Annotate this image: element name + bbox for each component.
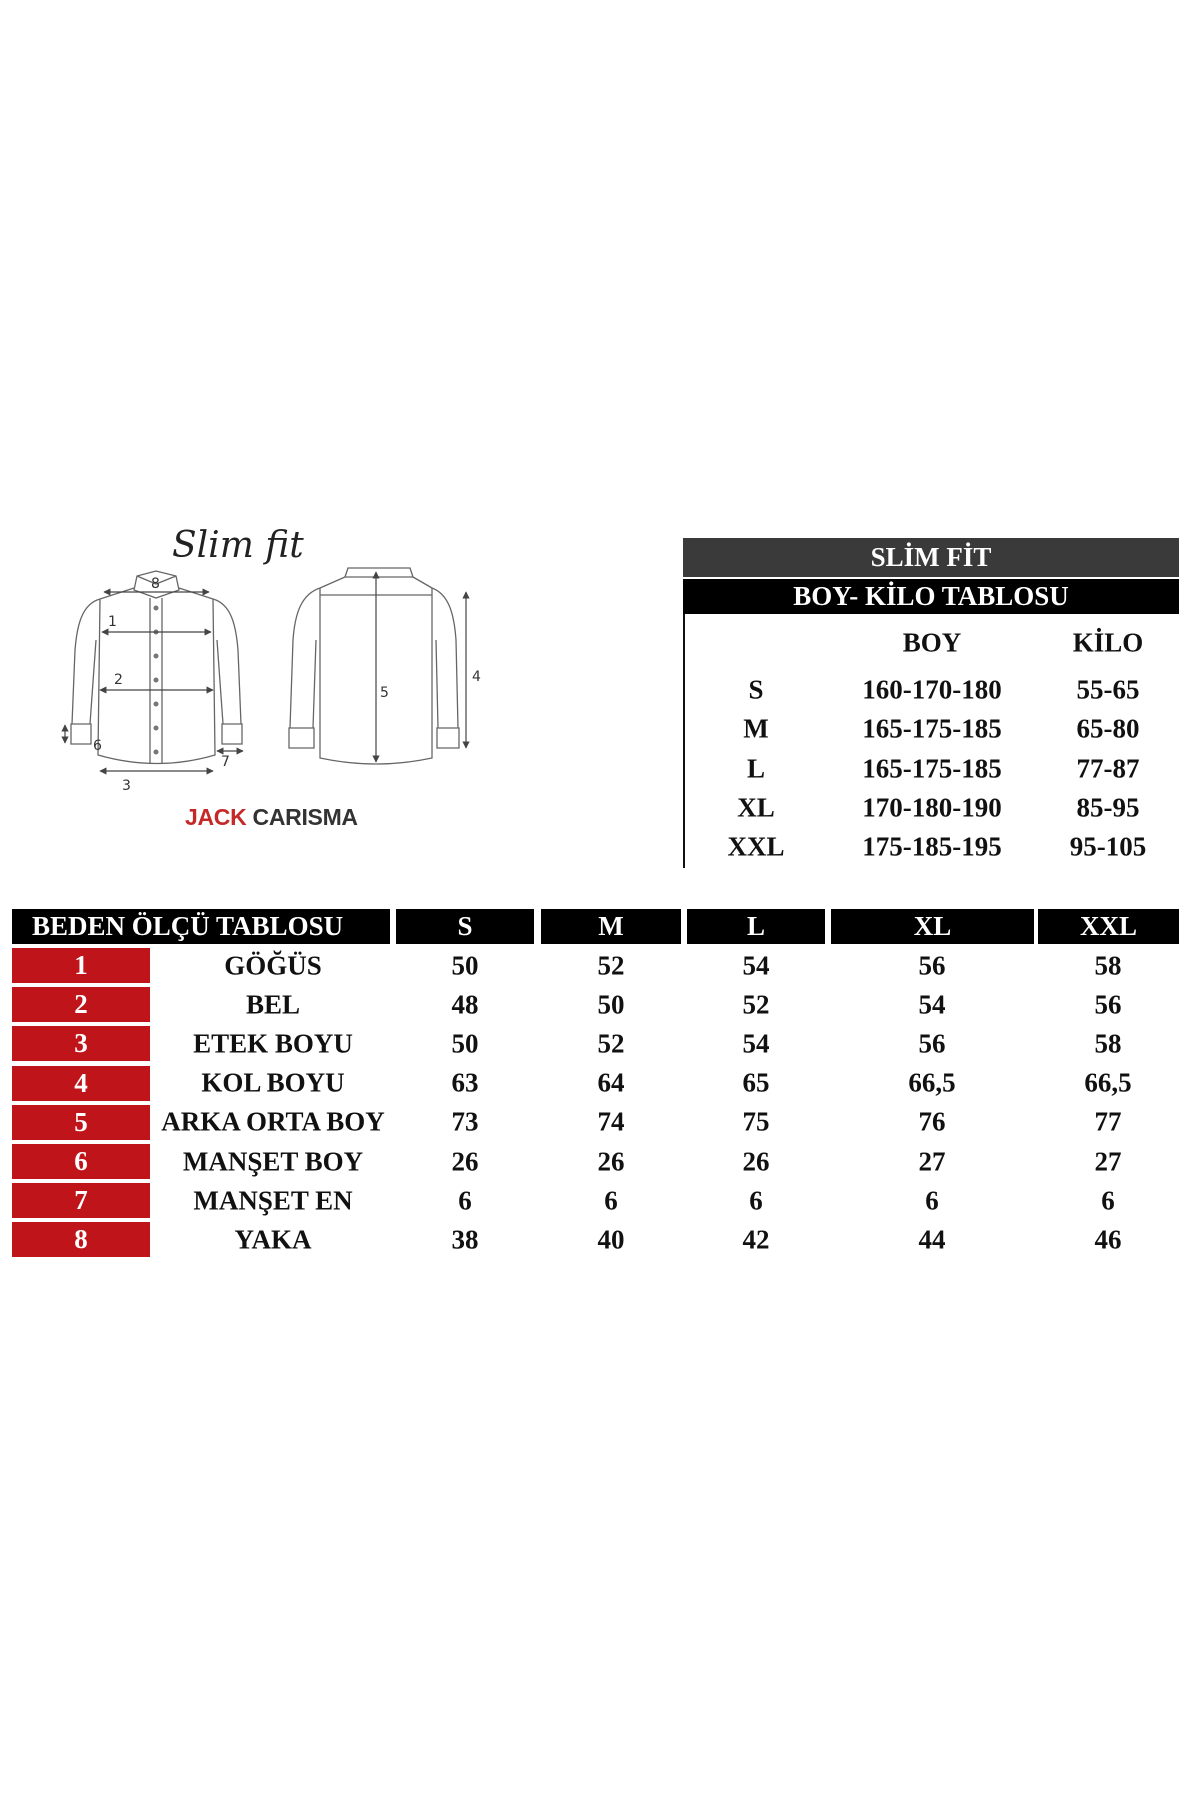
hw-kilo-cell: 65-80: [1076, 713, 1140, 744]
row-number-badge: 8: [12, 1222, 150, 1257]
brand-name-part1: JACK: [185, 804, 247, 830]
measurement-value: 65: [742, 1067, 770, 1098]
back-left-cuff: [289, 728, 314, 748]
back-left-sleeve: [290, 588, 320, 728]
measurement-value: 26: [451, 1146, 479, 1176]
shirt-back: [289, 568, 459, 764]
measurement-value: 66,5: [1084, 1067, 1132, 1098]
front-left-cuff: [71, 724, 91, 744]
hw-kilo-cell: 95-105: [1069, 831, 1147, 862]
measurement-name: BEL: [245, 989, 301, 1020]
hw-size-cell: XL: [737, 792, 775, 823]
measurement-value: 54: [742, 950, 770, 980]
front-right-cuff: [222, 724, 242, 744]
measurement-value: 6: [604, 1185, 618, 1216]
brand-logo: [185, 806, 358, 829]
measurement-value: 52: [742, 989, 770, 1020]
measurement-value: 77: [1094, 1106, 1122, 1137]
measurement-value: 50: [451, 1028, 479, 1059]
measurement-value: 56: [918, 1028, 946, 1059]
hw-size-cell: M: [743, 713, 769, 744]
row-number-badge: 2: [12, 987, 150, 1022]
back-right-sleeve: [432, 588, 458, 728]
row-number-badge: 7: [12, 1183, 150, 1218]
measurement-label-2: 2: [114, 672, 123, 688]
measurement-value: 74: [597, 1106, 625, 1137]
hw-kilo-cell: 55-65: [1076, 674, 1140, 705]
hw-subtitle-bar: [683, 579, 1179, 614]
back-right-cuff: [437, 728, 459, 748]
hw-size-cell: S: [748, 674, 764, 705]
measurement-value: 27: [1094, 1146, 1122, 1176]
row-number-badge: 3: [12, 1026, 150, 1061]
measurement-label-3: 3: [122, 778, 131, 794]
measurement-value: 40: [597, 1224, 625, 1255]
measurement-label-5: 5: [380, 685, 389, 701]
measurement-label-7: 7: [221, 754, 230, 770]
hw-left-border: [683, 614, 685, 868]
row-number-badge: 4: [12, 1066, 150, 1101]
measurement-value: 48: [451, 989, 479, 1020]
size-header-xxl: XXL: [1038, 909, 1179, 944]
size-header-l: L: [687, 909, 825, 944]
measurement-value: 56: [918, 950, 946, 980]
measurement-value: 75: [742, 1106, 770, 1137]
hw-column-boy: BOY: [902, 627, 962, 658]
measurement-name: KOL BOYU: [201, 1067, 345, 1098]
front-buttons: [154, 606, 159, 755]
measurement-name: ETEK BOYU: [193, 1028, 353, 1059]
measurement-value: 64: [597, 1067, 625, 1098]
size-header-s: S: [396, 909, 534, 944]
measurement-value: 52: [597, 950, 625, 980]
measurement-value: 6: [925, 1185, 939, 1216]
row-number-badge: 6: [12, 1144, 150, 1179]
measurement-value: 58: [1094, 1028, 1122, 1059]
hw-title-bar: [683, 538, 1179, 577]
measurement-value: 66,5: [908, 1067, 956, 1098]
hw-boy-cell: 165-175-185: [862, 753, 1002, 783]
brand-name-part2: CARISMA: [252, 804, 358, 830]
measurement-value: 38: [451, 1224, 479, 1255]
row-number-badge: 1: [12, 948, 150, 983]
diagram-title: Slim fit: [172, 525, 304, 566]
hw-kilo-cell: 85-95: [1076, 792, 1140, 823]
measurement-value: 46: [1094, 1224, 1122, 1255]
measurement-value: 6: [458, 1185, 472, 1216]
measurement-value: 6: [1101, 1185, 1115, 1216]
front-right-sleeve: [213, 599, 241, 724]
measurement-label-4: 4: [472, 669, 481, 685]
hw-boy-cell: 175-185-195: [862, 831, 1002, 862]
measurement-name: ARKA ORTA BOY: [161, 1106, 385, 1137]
size-chart-title: BEDEN ÖLÇÜ TABLOSU: [32, 911, 344, 941]
row-number-badge: 5: [12, 1105, 150, 1140]
measurement-name: MANŞET EN: [193, 1185, 353, 1216]
hw-boy-cell: 170-180-190: [862, 792, 1002, 823]
measurement-value: 54: [918, 989, 946, 1020]
hw-boy-cell: 160-170-180: [862, 674, 1002, 705]
hw-size-cell: XXL: [727, 831, 785, 862]
hw-boy-cell: 165-175-185: [862, 713, 1002, 744]
hw-size-cell: L: [746, 753, 766, 783]
hw-kilo-cell: 77-87: [1076, 753, 1140, 783]
measurement-value: 54: [742, 1028, 770, 1059]
measurement-value: 44: [918, 1224, 946, 1255]
measurement-label-8: 8: [151, 576, 160, 592]
measurement-value: 50: [451, 950, 479, 980]
hw-title: SLİM FİT: [870, 542, 992, 572]
measurement-name: YAKA: [234, 1224, 312, 1255]
measurement-value: 73: [451, 1106, 479, 1137]
back-measurements: [376, 572, 466, 762]
measurement-value: 26: [742, 1146, 770, 1176]
size-chart-title-cell: [12, 909, 390, 944]
measurement-value: 6: [749, 1185, 763, 1216]
measurement-value: 63: [451, 1067, 479, 1098]
measurement-value: 27: [918, 1146, 946, 1176]
size-header-m: M: [541, 909, 681, 944]
size-header-xl: XL: [831, 909, 1034, 944]
measurement-value: 50: [597, 989, 625, 1020]
measurement-name: MANŞET BOY: [182, 1146, 364, 1176]
measurement-value: 56: [1094, 989, 1122, 1020]
measurement-value: 26: [597, 1146, 625, 1176]
measurement-name: GÖĞÜS: [224, 950, 322, 980]
measurement-label-1: 1: [108, 614, 117, 630]
measurement-label-6: 6: [93, 738, 102, 754]
front-left-sleeve: [72, 599, 100, 724]
measurement-value: 58: [1094, 950, 1122, 980]
measurement-value: 76: [918, 1106, 946, 1137]
measurement-value: 42: [742, 1224, 770, 1255]
shirt-front: [71, 571, 242, 764]
hw-subtitle: BOY- KİLO TABLOSU: [793, 581, 1069, 611]
measurement-value: 52: [597, 1028, 625, 1059]
back-collar: [345, 568, 413, 577]
hw-column-kilo: KİLO: [1072, 627, 1144, 658]
